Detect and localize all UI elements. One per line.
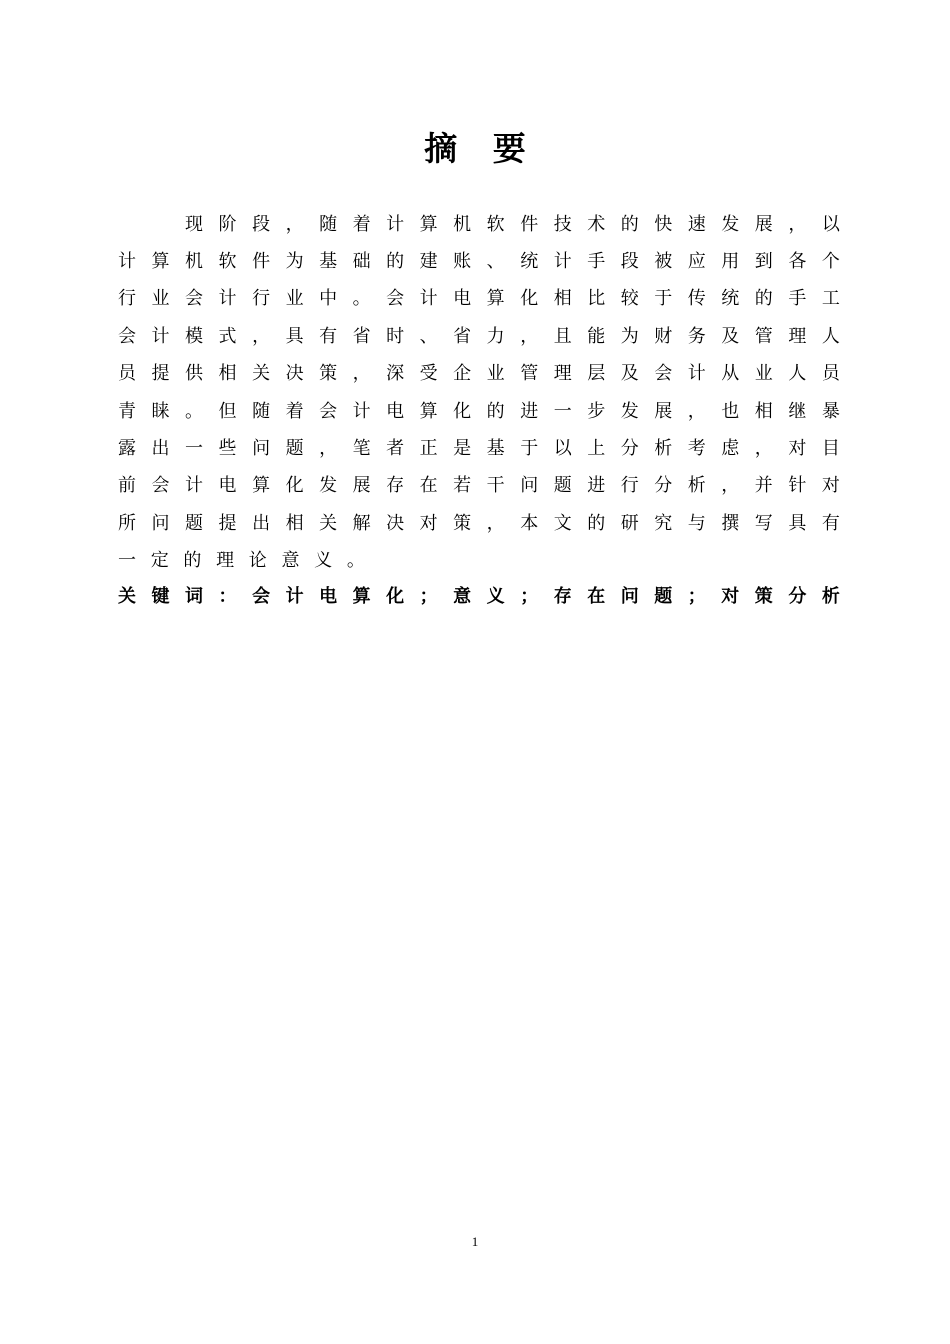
text-char: 且: [553, 325, 572, 347]
text-char: 算: [419, 400, 438, 422]
text-char: ，: [788, 213, 807, 235]
text-char: ；: [687, 585, 706, 607]
text-char: 会: [118, 325, 136, 347]
text-char: 段: [252, 213, 271, 235]
abstract-line: [118, 204, 840, 241]
text-char: 工: [821, 288, 840, 310]
abstract-line: [118, 428, 840, 465]
text-char: 与: [687, 512, 706, 534]
text-char: 省: [453, 325, 472, 347]
text-char: 以: [821, 213, 840, 235]
abstract-line: [118, 391, 840, 428]
text-char: 发: [620, 400, 639, 422]
text-char: 关: [118, 585, 136, 607]
text-char: 算: [352, 585, 371, 607]
text-char: 关: [319, 512, 338, 534]
text-char: 相: [218, 363, 237, 385]
text-char: 管: [520, 363, 539, 385]
text-char: 青: [118, 400, 136, 422]
text-char: ；: [419, 585, 438, 607]
text-char: 、: [486, 251, 505, 273]
abstract-line: [118, 316, 840, 353]
text-char: 义: [486, 585, 505, 607]
text-char: 技: [553, 213, 572, 235]
text-char: 定: [150, 550, 169, 572]
text-char: ，: [285, 213, 304, 235]
text-char: 础: [352, 251, 371, 273]
text-char: 但: [218, 400, 237, 422]
text-char: 的: [754, 288, 773, 310]
abstract-line: [118, 503, 840, 540]
text-char: 一: [118, 550, 136, 572]
page-number: 1: [471, 1234, 479, 1249]
text-char: 相: [285, 512, 304, 534]
text-char: 义: [314, 550, 333, 572]
text-char: 用: [721, 251, 740, 273]
abstract-line: [118, 279, 840, 316]
text-char: 的: [486, 400, 505, 422]
text-char: 出: [252, 512, 271, 534]
abstract-body: [118, 204, 840, 612]
text-char: 虑: [721, 438, 740, 460]
text-char: 计: [687, 363, 706, 385]
text-char: 若: [453, 475, 472, 497]
text-char: 化: [520, 288, 539, 310]
text-char: 供: [185, 363, 204, 385]
text-char: 各: [788, 251, 807, 273]
text-char: 员: [821, 363, 840, 385]
text-char: 着: [285, 400, 304, 422]
text-char: 具: [788, 512, 807, 534]
text-char: 论: [248, 550, 267, 572]
text-char: 考: [687, 438, 706, 460]
text-char: 会: [319, 400, 338, 422]
text-char: 为: [620, 325, 639, 347]
text-char: 计: [419, 288, 438, 310]
text-char: 相: [553, 288, 572, 310]
text-char: 解: [352, 512, 371, 534]
text-char: 层: [587, 363, 606, 385]
text-char: 撰: [721, 512, 740, 534]
text-char: 继: [788, 400, 807, 422]
text-char: 对: [721, 585, 740, 607]
text-char: 中: [319, 288, 338, 310]
text-char: 速: [687, 213, 706, 235]
text-char: 件: [252, 251, 271, 273]
text-char: 模: [185, 325, 204, 347]
text-char: 分: [654, 475, 673, 497]
text-char: 于: [520, 438, 539, 460]
text-char: 策: [319, 363, 338, 385]
text-char: 究: [654, 512, 673, 534]
text-char: 行: [252, 288, 271, 310]
text-char: 在: [587, 585, 606, 607]
text-char: 对: [821, 475, 840, 497]
text-char: 基: [486, 438, 505, 460]
text-char: 前: [118, 475, 136, 497]
text-char: 一: [553, 400, 572, 422]
text-char: 为: [285, 251, 304, 273]
text-char: ：: [218, 585, 237, 607]
text-char: 决: [386, 512, 405, 534]
text-char: 展: [352, 475, 371, 497]
text-char: 业: [486, 363, 505, 385]
text-char: 存: [386, 475, 405, 497]
text-char: ，: [520, 325, 539, 347]
text-char: 快: [654, 213, 673, 235]
text-char: 正: [419, 438, 438, 460]
text-char: 员: [118, 363, 136, 385]
text-char: ，: [754, 438, 773, 460]
text-char: 企: [453, 363, 472, 385]
text-char: 应: [687, 251, 706, 273]
indent-space: [118, 210, 136, 236]
text-char: 具: [285, 325, 304, 347]
text-char: 计: [386, 213, 405, 235]
text-char: 会: [151, 475, 170, 497]
text-char: 出: [151, 438, 170, 460]
text-char: 些: [218, 438, 237, 460]
page-title: 摘 要: [424, 129, 538, 168]
text-char: 电: [218, 475, 237, 497]
text-char: 睐: [151, 400, 170, 422]
text-char: 分: [788, 585, 807, 607]
text-char: 在: [419, 475, 438, 497]
text-char: 展: [654, 400, 673, 422]
text-char: 从: [721, 363, 740, 385]
text-char: ；: [520, 585, 539, 607]
text-char: 。: [346, 550, 365, 572]
text-char: 发: [319, 475, 338, 497]
text-char: 省: [352, 325, 371, 347]
text-char: 问: [252, 438, 271, 460]
text-char: 化: [386, 585, 405, 607]
text-char: 现: [185, 213, 204, 235]
text-char: 展: [754, 213, 773, 235]
text-char: 管: [754, 325, 773, 347]
text-char: 决: [285, 363, 304, 385]
text-char: 也: [721, 400, 740, 422]
text-char: 露: [118, 438, 136, 460]
text-char: ，: [486, 512, 505, 534]
text-char: 算: [151, 251, 170, 273]
text-char: ，: [252, 325, 271, 347]
text-char: 会: [386, 288, 405, 310]
text-char: 较: [620, 288, 639, 310]
text-char: 理: [553, 363, 572, 385]
text-char: 计: [285, 585, 304, 607]
text-char: 统: [721, 288, 740, 310]
text-char: 相: [754, 400, 773, 422]
text-char: 、: [419, 325, 438, 347]
text-char: 业: [151, 288, 170, 310]
text-char: 题: [185, 512, 204, 534]
text-char: 的: [620, 213, 639, 235]
text-char: 意: [281, 550, 300, 572]
text-char: ，: [319, 438, 338, 460]
text-char: 到: [754, 251, 773, 273]
text-char: 。: [352, 288, 371, 310]
text-char: 有: [319, 325, 338, 347]
text-char: 深: [386, 363, 405, 385]
text-char: 。: [185, 400, 204, 422]
keywords-line: [118, 578, 840, 612]
text-char: 件: [520, 213, 539, 235]
text-char: 随: [319, 213, 338, 235]
text-char: 析: [654, 438, 673, 460]
text-char: 提: [218, 512, 237, 534]
text-char: ，: [352, 363, 371, 385]
text-char: 电: [319, 585, 338, 607]
text-char: 业: [754, 363, 773, 385]
text-char: 机: [453, 213, 472, 235]
text-char: 手: [788, 288, 807, 310]
text-char: 电: [453, 288, 472, 310]
text-char: 段: [620, 251, 639, 273]
text-char: 所: [118, 512, 136, 534]
text-char: 分: [620, 438, 639, 460]
text-char: 一: [185, 438, 204, 460]
text-char: 针: [788, 475, 807, 497]
text-char: 关: [252, 363, 271, 385]
text-char: 计: [553, 251, 572, 273]
text-char: 有: [821, 512, 840, 534]
text-char: 受: [419, 363, 438, 385]
text-char: 发: [721, 213, 740, 235]
abstract-line: [118, 354, 840, 391]
text-char: 化: [453, 400, 472, 422]
text-char: 以: [553, 438, 572, 460]
abstract-line: [118, 466, 840, 503]
text-char: 理: [788, 325, 807, 347]
text-char: 步: [587, 400, 606, 422]
text-char: 电: [386, 400, 405, 422]
text-char: 务: [687, 325, 706, 347]
text-char: 传: [687, 288, 706, 310]
text-char: 会: [654, 363, 673, 385]
text-char: 人: [788, 363, 807, 385]
text-char: 对: [788, 438, 807, 460]
text-char: 建: [419, 251, 438, 273]
text-char: 词: [185, 585, 204, 607]
text-char: 会: [252, 585, 271, 607]
text-char: 的: [386, 251, 405, 273]
text-char: 干: [486, 475, 505, 497]
text-char: 个: [821, 251, 840, 273]
text-char: 题: [285, 438, 304, 460]
text-char: 析: [687, 475, 706, 497]
text-char: ，: [687, 400, 706, 422]
text-char: 阶: [218, 213, 237, 235]
text-char: 随: [252, 400, 271, 422]
text-char: 软: [486, 213, 505, 235]
text-char: 算: [419, 213, 438, 235]
text-char: 式: [218, 325, 237, 347]
text-char: 键: [151, 585, 170, 607]
text-char: 问: [151, 512, 170, 534]
text-char: 策: [453, 512, 472, 534]
text-char: 计: [218, 288, 237, 310]
text-char: 化: [285, 475, 304, 497]
text-char: 笔: [352, 438, 371, 460]
text-char: 析: [821, 585, 840, 607]
abstract-line: [118, 541, 840, 578]
text-char: 基: [319, 251, 338, 273]
text-char: 计: [352, 400, 371, 422]
text-char: 计: [118, 251, 136, 273]
text-char: 理: [216, 550, 235, 572]
text-char: 计: [151, 325, 170, 347]
text-char: 算: [486, 288, 505, 310]
text-char: 业: [285, 288, 304, 310]
text-char: 问: [620, 585, 639, 607]
text-char: 着: [352, 213, 371, 235]
text-char: 的: [587, 512, 606, 534]
text-char: 比: [587, 288, 606, 310]
text-char: 意: [453, 585, 472, 607]
text-char: 于: [654, 288, 673, 310]
text-char: 文: [553, 512, 572, 534]
text-char: 写: [754, 512, 773, 534]
text-char: 能: [587, 325, 606, 347]
text-char: 计: [185, 475, 204, 497]
text-char: 上: [587, 438, 606, 460]
text-char: 对: [419, 512, 438, 534]
indent-space: [152, 210, 170, 236]
text-char: 研: [620, 512, 639, 534]
text-char: 问: [520, 475, 539, 497]
text-char: 会: [185, 288, 204, 310]
text-char: 存: [553, 585, 572, 607]
text-char: 进: [587, 475, 606, 497]
text-char: 本: [520, 512, 539, 534]
text-char: 目: [821, 438, 840, 460]
text-char: 者: [386, 438, 405, 460]
text-char: 术: [587, 213, 606, 235]
text-char: 软: [218, 251, 237, 273]
text-char: 提: [151, 363, 170, 385]
text-char: 进: [520, 400, 539, 422]
text-char: 财: [654, 325, 673, 347]
text-char: 题: [654, 585, 673, 607]
text-char: 统: [520, 251, 539, 273]
text-char: 机: [185, 251, 204, 273]
text-char: ，: [721, 475, 740, 497]
text-char: 及: [721, 325, 740, 347]
text-char: 题: [553, 475, 572, 497]
text-char: 力: [486, 325, 505, 347]
text-char: 策: [754, 585, 773, 607]
text-char: 的: [183, 550, 202, 572]
text-char: 暴: [821, 400, 840, 422]
text-char: 及: [620, 363, 639, 385]
text-char: 人: [821, 325, 840, 347]
text-char: 手: [587, 251, 606, 273]
text-char: 是: [453, 438, 472, 460]
text-char: 行: [620, 475, 639, 497]
text-char: 被: [654, 251, 673, 273]
text-char: 账: [453, 251, 472, 273]
text-char: 时: [386, 325, 405, 347]
text-char: 算: [252, 475, 271, 497]
text-char: 行: [118, 288, 136, 310]
text-char: 并: [754, 475, 773, 497]
abstract-line: [118, 241, 840, 278]
